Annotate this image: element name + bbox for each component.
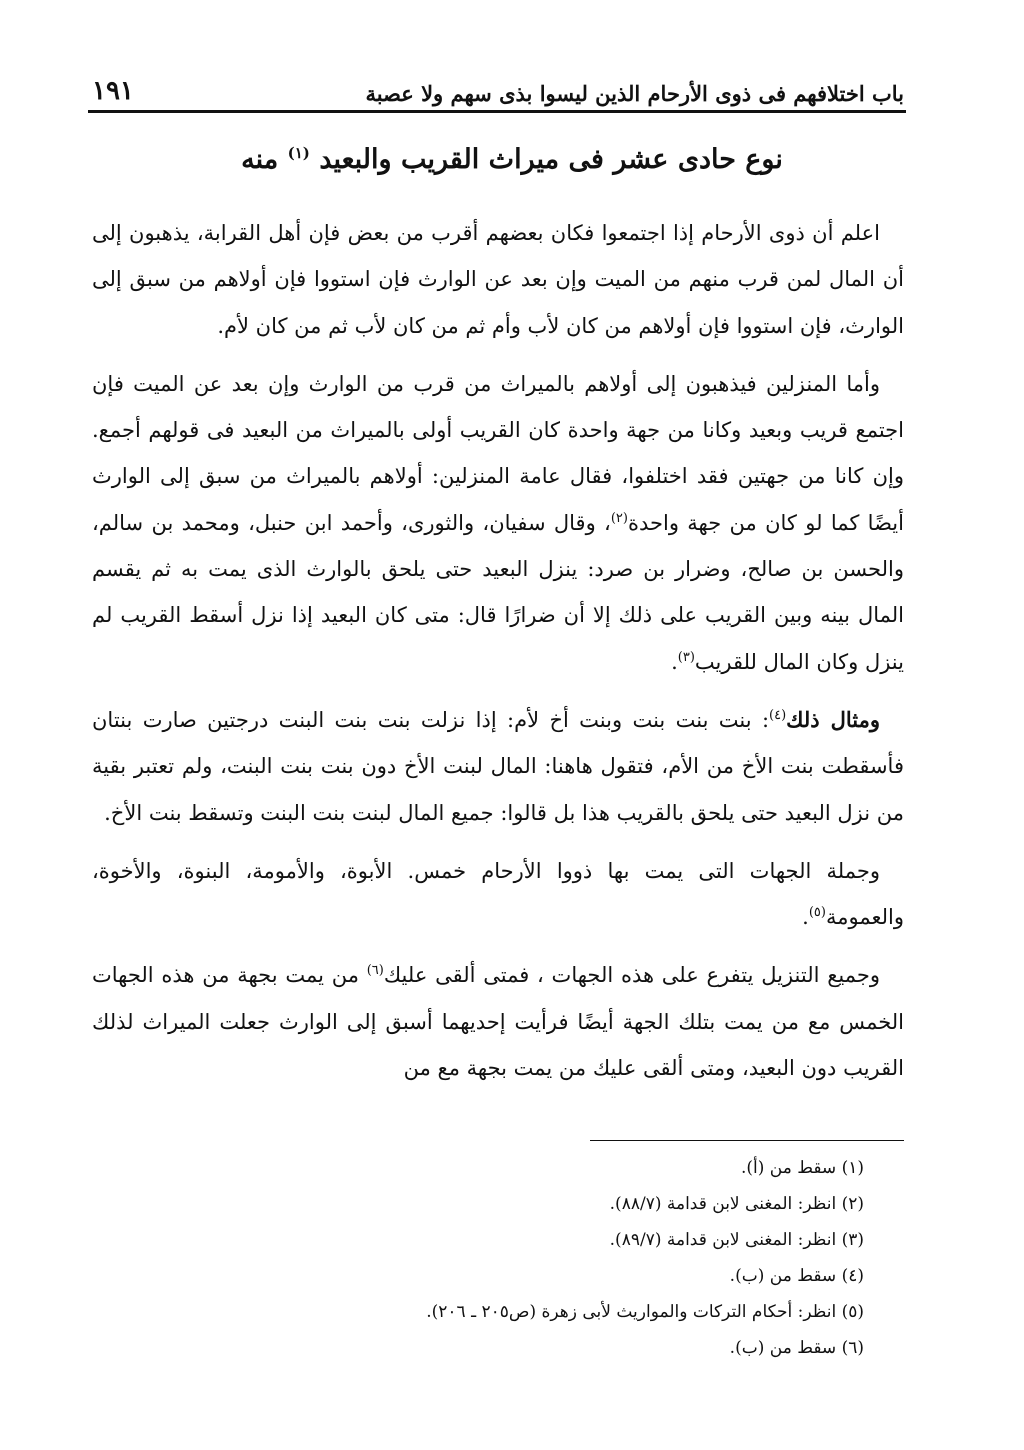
footnote-ref-4: (٤)	[769, 707, 787, 723]
page-number: ١٩١	[92, 76, 134, 106]
paragraph-2	[92, 361, 904, 685]
footnote-rule	[590, 1140, 904, 1141]
paragraph-5	[92, 952, 904, 1091]
footnote-1: (١) سقط من (أ).	[740, 1158, 864, 1178]
paragraph-1: اعلم أن ذوى الأرحام إذا اجتمعوا فكان بعضهم أقرب من بعض فإن أهل القرابة، يذهبون إلى أن المال لمن قرب منهم من الميت وإن بعد عن الوارث فإن استووا فإن أولاهم من سبق إلى الوارث، فإن استووا فإن أولاهم من كان لأب وأم ثم من كان لأب ثم من كان لأم.	[92, 221, 904, 338]
footnotes	[300, 1150, 864, 1366]
paragraph-5-part-2: من يمت بجهة من هذه الجهات الخمس مع من يمت بتلك الجهة أيضًا فرأيت إحديهما أسبق إلى الوارث جعلت الميراث لذلك القريب دون البعيد، ومتى ألقى عليك من يمت بجهة مع من	[92, 963, 904, 1081]
paragraph-3-text: : بنت بنت بنت وبنت أخ لأم: إذا نزلت بنت بنت البنت درجتين صارت بنتان فأسقطت بنت الأخ من الأم، فتقول هاهنا: المال لبنت الأخ دون بنت بنت البنت، ولم تعتبر بقية من نزل البعيد حتى يلحق بالقريب هذا بل قالوا: جميع المال لبنت بنت البنت وتسقط بنت الأخ.	[92, 707, 904, 825]
chapter-title-note: (١)	[287, 144, 310, 162]
footnote-2: (٢) انظر: المغنى لابن قدامة (٨٨/٧).	[609, 1194, 864, 1214]
running-header	[92, 64, 904, 106]
footnote-4: (٤) سقط من (ب).	[729, 1266, 864, 1286]
paragraph-4	[92, 848, 904, 941]
paragraph-4-part-1: وجملة الجهات التى يمت بها ذووا الأرحام خمس. الأبوة، والأمومة، البنوة، والأخوة، والعمومة	[92, 858, 904, 930]
paragraph-2-part-3: .	[671, 649, 678, 674]
footnote-3: (٣) انظر: المغنى لابن قدامة (٨٩/٧).	[609, 1230, 864, 1250]
running-title: باب اختلافهم فى ذوى الأرحام الذين ليسوا بذى سهم ولا عصبة	[365, 81, 904, 106]
footnote-ref-2: (٢)	[610, 510, 628, 526]
paragraph-2-part-2: ، وقال سفيان، والثورى، وأحمد ابن حنبل، ومحمد بن سالم، والحسن بن صالح، وضرار بن صرد: ينزل البعيد حتى يلحق بالوارث الذى يمت به ثم يقسم المال بينه وبين القريب على ذلك إلا أن ضرارًا قال: متى كان البعيد إذا نزل أسقط القريب لم ينزل وكان المال للقريب	[92, 510, 904, 674]
footnote-ref-6: (٦)	[366, 963, 384, 979]
paragraph-4-part-2: .	[802, 905, 809, 930]
paragraph-2-part-1: وأما المنزلين فيذهبون إلى أولاهم بالميراث من قرب من الوارث وإن بعد عن الميت فإن اجتمع قريب وبعيد وكانا من جهة واحدة كان القريب أولى بالميراث من البعيد فى قولهم أجمع. وإن كانا من جهتين فقد اختلفوا، فقال عامة المنزلين: أولاهم بالميراث من سبق إلى الوارث أيضًا كما لو كان من جهة واحدة	[92, 371, 904, 535]
footnote-6: (٦) سقط من (ب).	[729, 1338, 864, 1358]
chapter-title-suffix: منه	[241, 144, 279, 175]
footnote-ref-3: (٣)	[677, 649, 695, 665]
footnote-ref-5: (٥)	[808, 905, 826, 921]
paragraph-5-part-1: وجميع التنزيل يتفرع على هذه الجهات ، فمتى ألقى عليك	[383, 963, 880, 988]
body-text	[92, 210, 904, 1103]
paragraph-3-lead: ومثال ذلك	[786, 706, 880, 732]
paragraph-3	[92, 697, 904, 836]
header-rule	[88, 110, 906, 113]
chapter-title	[140, 144, 884, 175]
chapter-title-text: نوع حادى عشر فى ميراث القريب والبعيد	[319, 144, 783, 175]
footnote-5: (٥) انظر: أحكام التركات والمواريث لأبى زهرة (ص٢٠٥ ـ ٢٠٦).	[426, 1302, 864, 1322]
